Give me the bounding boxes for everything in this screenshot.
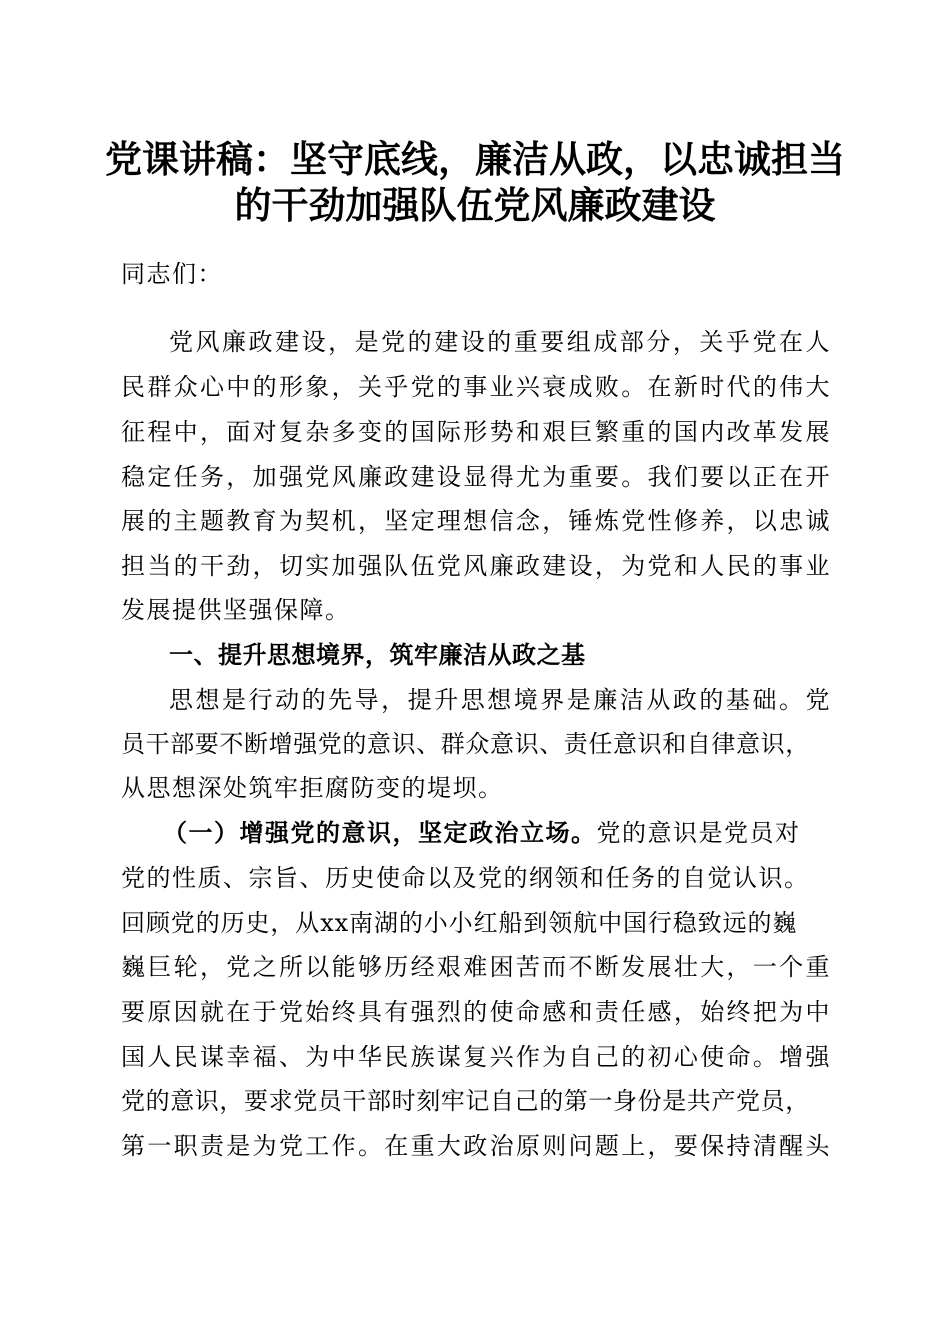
document-title-line2: 的干劲加强队伍党风廉政建设 [234,184,716,227]
paragraph-text: 党的意识是党员对 [596,819,801,847]
paragraph-line: 党风廉政建设，是党的建设的重要组成部分，关乎党在人 [169,328,831,356]
salutation: 同志们： [121,260,223,288]
paragraph-line: 从思想深处筑牢拒腐防变的堤坝。 [121,774,504,802]
paragraph-line: 党的性质、宗旨、历史使命以及党的纲领和任务的自觉认识。 [121,864,810,892]
paragraph-line: 巍巨轮，党之所以能够历经艰难困苦而不断发展壮大，一个重 [121,953,831,981]
section-heading: 一、提升思想境界，筑牢廉洁从政之基 [169,641,586,669]
paragraph-line: 担当的干劲，切实加强队伍党风廉政建设，为党和人民的事业 [121,552,831,580]
paragraph-line: 征程中，面对复杂多变的国际形势和艰巨繁重的国内改革发展 [121,418,831,446]
subsection-heading: （一）增强党的意识，坚定政治立场。 [163,819,597,847]
paragraph-line: 稳定任务，加强党风廉政建设显得尤为重要。我们要以正在开 [121,463,831,491]
paragraph-line: 展的主题教育为契机，坚定理想信念，锤炼党性修养，以忠诚 [121,507,831,535]
document-title-line1: 党课讲稿：坚守底线，廉洁从政，以忠诚担当 [105,138,845,181]
paragraph-line: 发展提供坚强保障。 [121,596,351,624]
paragraph-line: 国人民谋幸福、为中华民族谋复兴作为自己的初心使命。增强 [121,1043,831,1071]
paragraph-line: 民群众心中的形象，关乎党的事业兴衰成败。在新时代的伟大 [121,373,831,401]
paragraph-line: 党的意识，要求党员干部时刻牢记自己的第一身份是共产党员， [121,1087,810,1115]
paragraph-line: 回顾党的历史，从xx南湖的小小红船到领航中国行稳致远的巍 [121,909,798,937]
paragraph-line: 思想是行动的先导，提升思想境界是廉洁从政的基础。党 [169,686,831,714]
paragraph-line: 员干部要不断增强党的意识、群众意识、责任意识和自律意识， [121,730,810,758]
paragraph-line [163,812,825,854]
paragraph-line: 第一职责是为党工作。在重大政治原则问题上，要保持清醒头 [121,1132,831,1160]
paragraph-line: 要原因就在于党始终具有强烈的使命感和责任感，始终把为中 [121,998,831,1026]
